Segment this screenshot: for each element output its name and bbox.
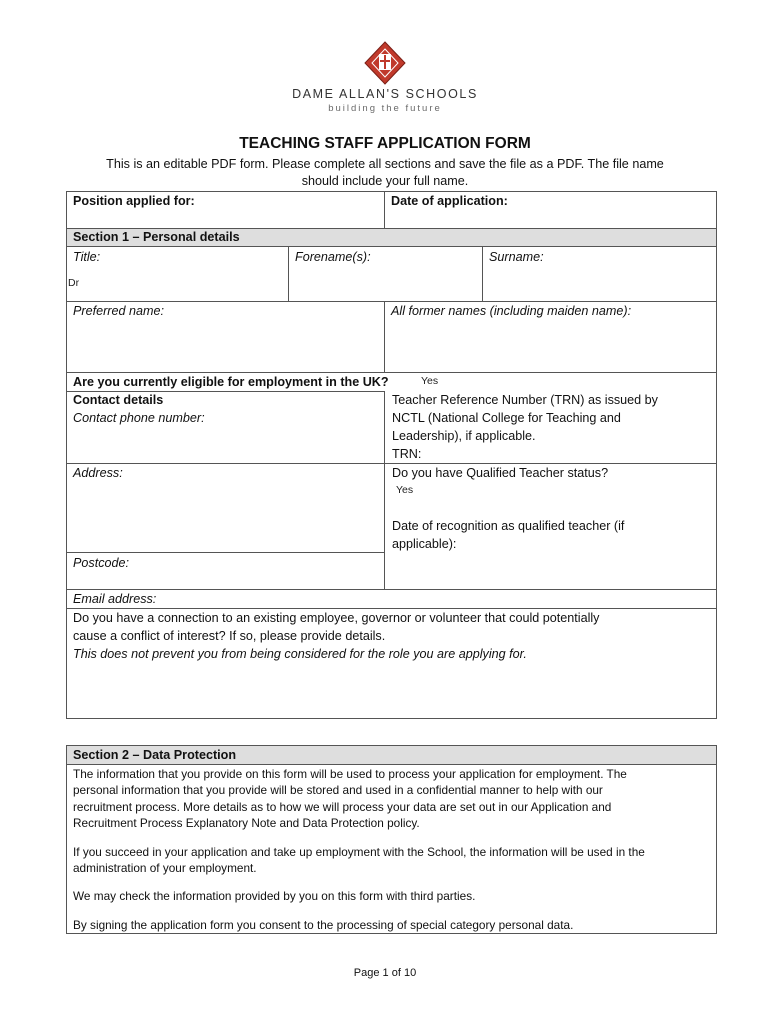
intro-text: This is an editable PDF form. Please complete all sections and save the file as a PDF. The file name should include your full name. <box>106 157 664 188</box>
preferred-name-field[interactable] <box>67 321 383 371</box>
address-field[interactable] <box>67 483 383 551</box>
recognition-date-field[interactable] <box>466 536 715 576</box>
qts-label: Do you have Qualified Teacher status? <box>392 466 609 480</box>
address-label: Address: <box>73 466 123 480</box>
connection-question-line2: cause a conflict of interest? If so, please provide details. <box>73 629 386 643</box>
recognition-text-line1: Date of recognition as qualified teacher (if <box>392 519 625 533</box>
former-names-label: All former names (including maiden name): <box>391 304 632 318</box>
surname-label: Surname: <box>489 250 544 264</box>
trn-field[interactable] <box>426 446 715 462</box>
section1-heading: Section 1 – Personal details <box>73 230 240 244</box>
page-title: TEACHING STAFF APPLICATION FORM <box>239 135 531 152</box>
contact-details-label: Contact details <box>73 393 164 407</box>
page-number: Page 1 of 10 <box>353 967 417 979</box>
surname-field[interactable] <box>484 267 714 299</box>
trn-label: TRN: <box>392 447 422 461</box>
school-logo <box>0 40 770 91</box>
trn-text-line2: NCTL (National College for Teaching and <box>392 411 621 425</box>
contact-phone-label: Contact phone number: <box>73 411 205 425</box>
connection-note: This does not prevent you from being considered for the role you are applying for. <box>73 647 527 661</box>
dp-paragraph-4: By signing the application form you consent to the processing of special category personal data. <box>73 918 574 932</box>
data-protection-section <box>66 745 717 934</box>
email-label: Email address: <box>73 592 157 606</box>
personal-details-form <box>66 191 717 719</box>
forenames-field[interactable] <box>290 267 480 299</box>
postcode-label: Postcode: <box>73 556 130 570</box>
forenames-label: Forename(s): <box>295 250 371 264</box>
title-field[interactable]: Dr <box>68 277 80 289</box>
crest-icon <box>363 40 407 86</box>
date-application-field[interactable] <box>386 209 715 227</box>
dp-paragraph-2: If you succeed in your application and take up employment with the School, the information will be used in the administration of your employment. <box>73 845 645 876</box>
position-applied-field[interactable] <box>67 209 383 227</box>
school-tagline: building the future <box>328 103 442 114</box>
dp-paragraph-3: We may check the information provided by you on this form with third parties. <box>73 889 476 903</box>
qts-field[interactable]: Yes <box>396 484 414 496</box>
eligible-field[interactable]: Yes <box>421 375 439 387</box>
connection-details-field[interactable] <box>67 665 716 717</box>
trn-text-line1: Teacher Reference Number (TRN) as issued by <box>392 393 658 407</box>
postcode-field[interactable] <box>146 555 383 587</box>
eligible-label: Are you currently eligible for employment in the UK? <box>73 375 389 389</box>
contact-phone-field[interactable] <box>67 428 383 462</box>
dp-paragraph-1: The information that you provide on this form will be used to process your application for employment. The personal information that you provide will be stored and used in a confidential manner to help with our recruitment process. More details as to how we will process your data are set out in our Application and Recruitment Process Explanatory Note and Data Protection policy. <box>73 767 627 830</box>
date-application-label: Date of application: <box>391 194 508 208</box>
title-label: Title: <box>73 250 101 264</box>
school-name: DAME ALLAN'S SCHOOLS <box>292 87 478 101</box>
trn-text-line3: Leadership), if applicable. <box>392 429 536 443</box>
preferred-name-label: Preferred name: <box>73 304 164 318</box>
section2-heading: Section 2 – Data Protection <box>73 748 237 762</box>
connection-question-line1: Do you have a connection to an existing employee, governor or volunteer that could potentially <box>73 611 600 625</box>
email-field[interactable] <box>176 591 715 607</box>
position-applied-label: Position applied for: <box>73 194 195 208</box>
former-names-field[interactable] <box>386 321 715 371</box>
recognition-text-line2: applicable): <box>392 537 457 551</box>
